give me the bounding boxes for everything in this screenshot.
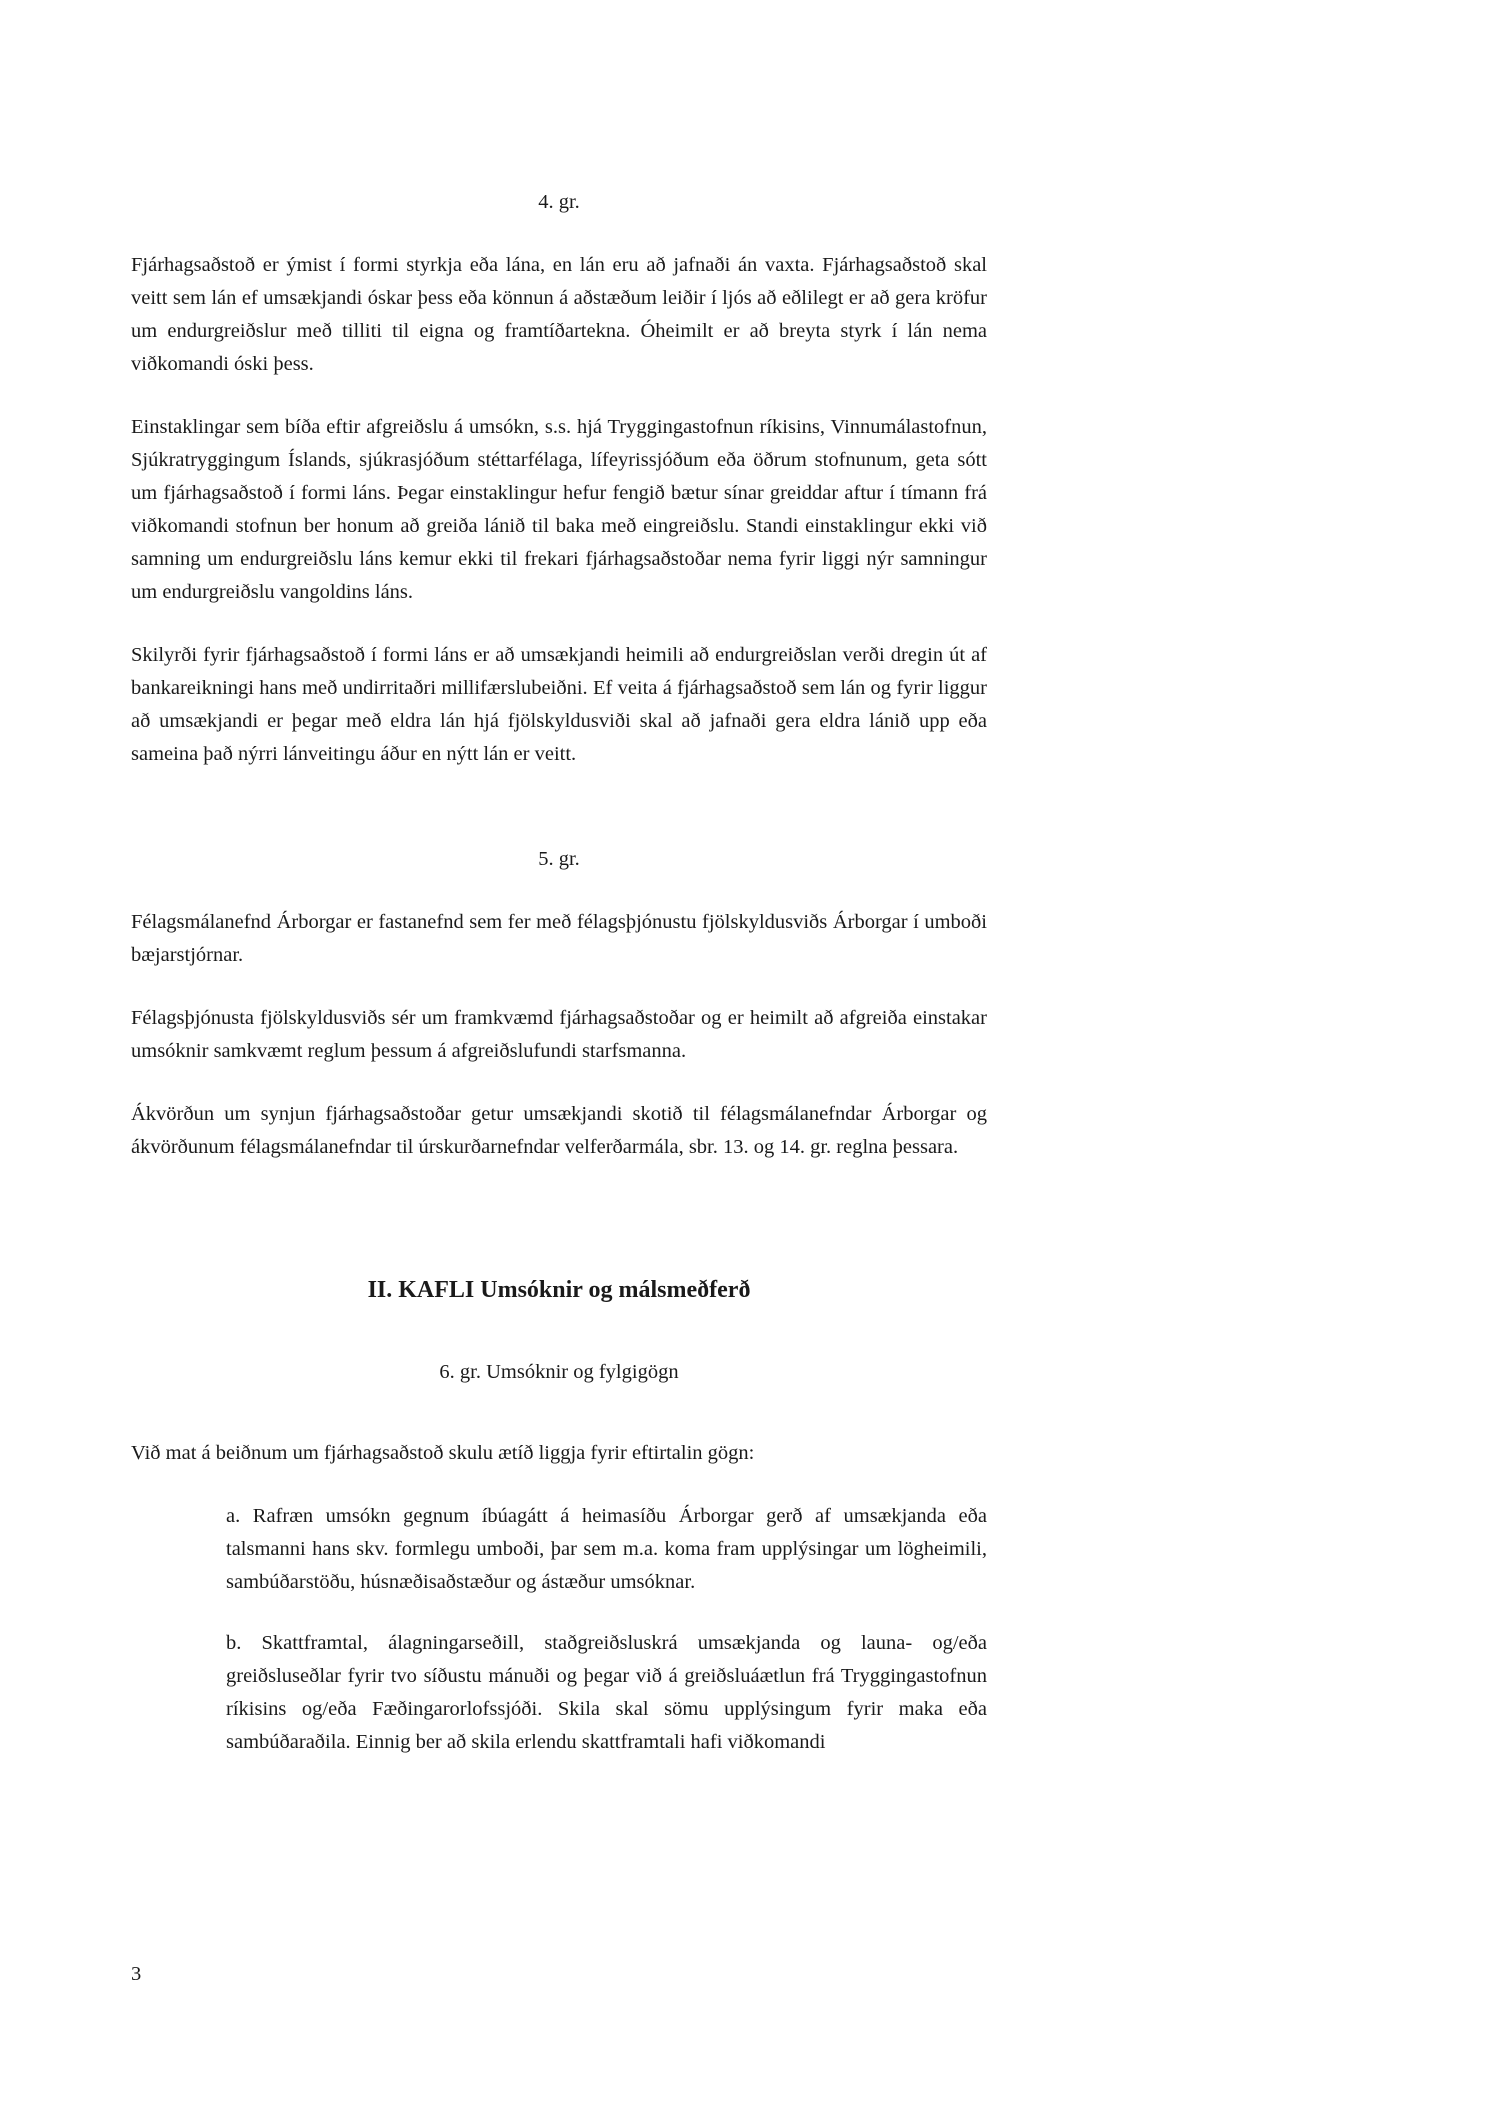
list-item: a. Rafræn umsókn gegnum íbúagátt á heimasíðu Árborgar gerð af umsækjanda eða talsmanni hans skv. formlegu umboði, þar sem m.a. koma fram upplýsingar um lögheimili, sambúðarstöðu, húsnæðisaðstæður og ástæður umsóknar. [226, 1505, 987, 1593]
paragraph: Félagsþjónusta fjölskyldusviðs sér um framkvæmd fjárhagsaðstoðar og er heimilt að afgreiða einstakar umsóknir samkvæmt reglum þessum á afgreiðslufundi starfsmanna. [131, 1007, 987, 1062]
section-subheading: 6. gr. Umsóknir og fylgigögn [439, 1361, 679, 1383]
paragraph: Við mat á beiðnum um fjárhagsaðstoð skulu ætíð liggja fyrir eftirtalin gögn: [131, 1442, 755, 1464]
list-item: b. Skattframtal, álagningarseðill, staðgreiðsluskrá umsækjanda og launa- og/eða greiðsluseðlar fyrir tvo síðustu mánuði og þegar við á greiðsluáætlun frá Tryggingastofnun ríkisins og/eða Fæðingarorlofssjóði. Skila skal sömu upplýsingum fyrir maka eða sambúðaraðila. Einnig ber að skila erlendu skattframtali hafi viðkomandi [226, 1632, 987, 1753]
chapter-heading: II. KAFLI Umsóknir og málsmeðferð [367, 1277, 751, 1303]
document-body [131, 186, 987, 1787]
page-number: 3 [131, 1963, 142, 1985]
paragraph: Félagsmálanefnd Árborgar er fastanefnd sem fer með félagsþjónustu fjölskyldusviðs Árborgar í umboði bæjarstjórnar. [131, 911, 987, 966]
paragraph: Fjárhagsaðstoð er ýmist í formi styrkja eða lána, en lán eru að jafnaði án vaxta. Fjárhagsaðstoð skal veitt sem lán ef umsækjandi óskar þess eða könnun á aðstæðum leiðir í ljós að eðlilegt er að gera kröfur um endurgreiðslur með tilliti til eigna og framtíðartekna. Óheimilt er að breyta styrk í lán nema viðkomandi óski þess. [131, 254, 987, 375]
paragraph: Skilyrði fyrir fjárhagsaðstoð í formi láns er að umsækjandi heimili að endurgreiðslan verði dregin út af bankareikningi hans með undirritaðri millifærslubeiðni. Ef veita á fjárhagsaðstoð sem lán og fyrir liggur að umsækjandi er þegar með eldra lán hjá fjölskyldusviði skal að jafnaði gera eldra lánið upp eða sameina það nýrri lánveitingu áður en nýtt lán er veitt. [131, 644, 987, 765]
article-heading: 4. gr. [538, 191, 580, 213]
article-heading: 5. gr. [538, 848, 580, 870]
paragraph: Ákvörðun um synjun fjárhagsaðstoðar getur umsækjandi skotið til félagsmálanefndar Árborgar og ákvörðunum félagsmálanefndar til úrskurðarnefndar velferðarmála, sbr. 13. og 14. gr. reglna þessara. [131, 1103, 987, 1158]
paragraph: Einstaklingar sem bíða eftir afgreiðslu á umsókn, s.s. hjá Tryggingastofnun ríkisins, Vinnumálastofnun, Sjúkratryggingum Íslands, sjúkrasjóðum stéttarfélaga, lífeyrissjóðum eða öðrum stofnunum, geta sótt um fjárhagsaðstoð í formi láns. Þegar einstaklingur hefur fengið bætur sínar greiddar aftur í tímann frá viðkomandi stofnun ber honum að greiða lánið til baka með eingreiðslu. Standi einstaklingur ekki við samning um endurgreiðslu láns kemur ekki til frekari fjárhagsaðstoðar nema fyrir liggi nýr samningur um endurgreiðslu vangoldins láns. [131, 416, 987, 603]
